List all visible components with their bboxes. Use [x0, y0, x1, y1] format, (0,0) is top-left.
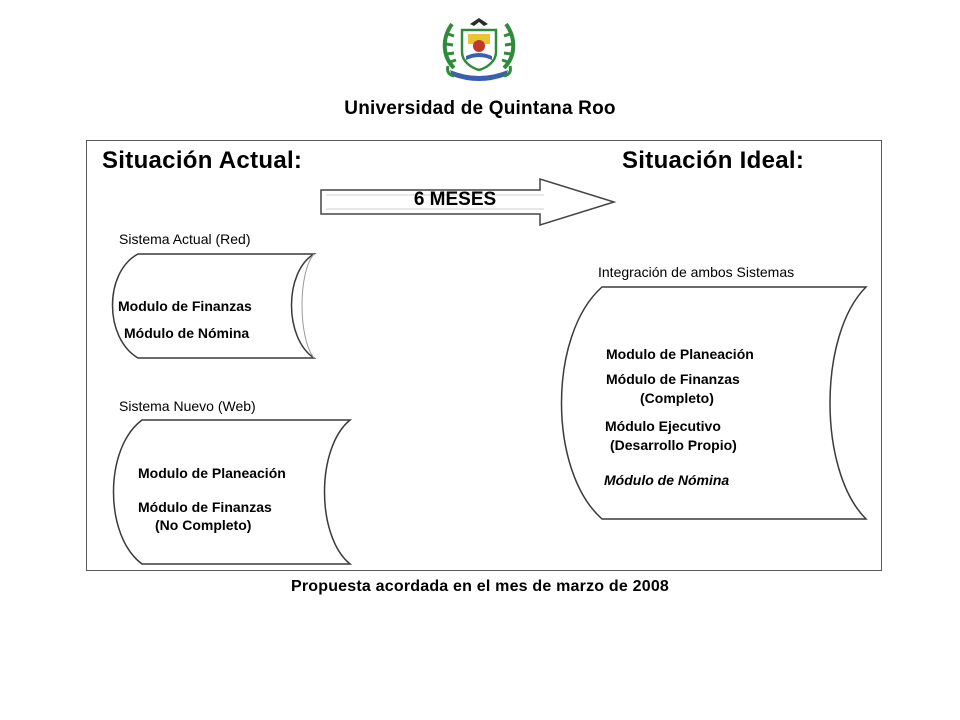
module-nomina-network: Módulo de Nómina [124, 325, 250, 341]
university-title: Universidad de Quintana Roo [344, 98, 616, 119]
module-finanzas-web: Módulo de Finanzas [138, 499, 272, 515]
new-web-system-caption: Sistema Nuevo (Web) [119, 398, 256, 414]
module-finanzas-ideal-status: (Completo) [640, 390, 714, 406]
current-situation-heading: Situación Actual: [102, 147, 303, 174]
module-planeacion-ideal: Modulo de Planeación [606, 346, 754, 362]
module-ejecutivo-ideal-note: (Desarrollo Propio) [610, 437, 737, 453]
university-seal-logo [440, 16, 518, 82]
proposal-caption: Propuesta acordada en el mes de marzo de 2008 [290, 578, 670, 595]
ideal-situation-heading: Situación Ideal: [622, 147, 805, 174]
module-finanzas-ideal: Módulo de Finanzas [606, 371, 740, 387]
current-network-system-caption: Sistema Actual (Red) [119, 231, 251, 247]
arrow-duration-label: 6 MESES [413, 189, 497, 210]
module-finanzas-web-status: (No Completo) [155, 517, 252, 533]
integration-caption: Integración de ambos Sistemas [598, 264, 795, 280]
module-planeacion-web: Modulo de Planeación [138, 465, 286, 481]
module-finanzas-network: Modulo de Finanzas [118, 298, 252, 314]
module-nomina-ideal: Módulo de Nómina [604, 472, 730, 488]
module-ejecutivo-ideal: Módulo Ejecutivo [605, 418, 721, 434]
new-web-system-scroll [102, 416, 356, 568]
